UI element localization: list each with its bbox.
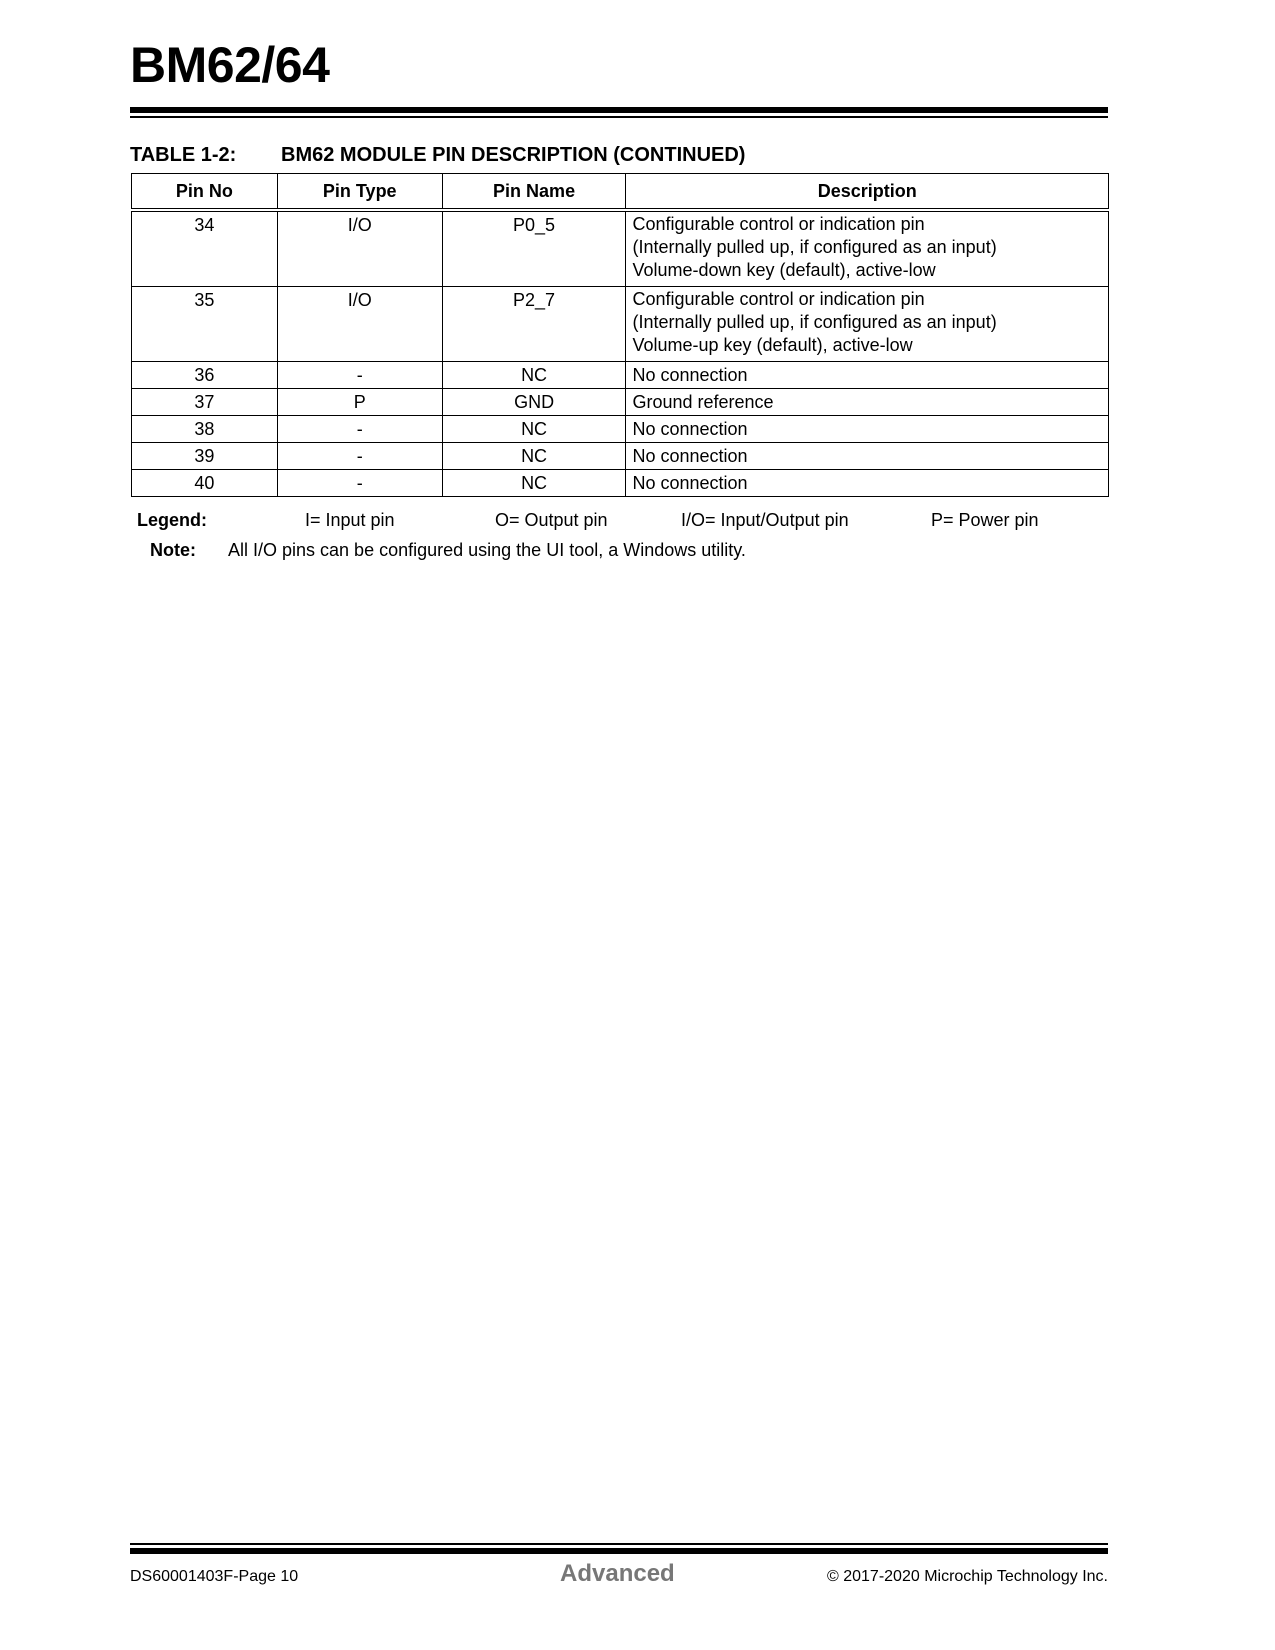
footer-doc-id: DS60001403F-Page 10 [130,1568,299,1585]
pin-name-cell: NC [442,362,626,389]
footer-rule-thin [130,1543,1108,1545]
legend-output: O= Output pin [495,510,608,530]
description-cell [626,210,1109,287]
footer-copyright: © 2017-2020 Microchip Technology Inc. [827,1568,1108,1585]
table-row [132,210,1109,287]
description-line: Configurable control or indication pin [632,214,925,234]
pin-type-cell: I/O [277,210,442,287]
table-row [132,416,1109,443]
description-cell: No connection [626,443,1109,470]
pin-description-table [131,173,1109,497]
pin-name-cell: NC [442,443,626,470]
header-rule-thin [130,116,1108,118]
legend-io: I/O= Input/Output pin [681,510,849,530]
description-line: Volume-up key (default), active-low [632,335,913,355]
pin-no-cell: 40 [132,470,278,497]
pin-no-cell: 36 [132,362,278,389]
table-row [132,443,1109,470]
pin-no-cell: 34 [132,210,278,287]
pin-no-cell: 38 [132,416,278,443]
description-cell: No connection [626,416,1109,443]
legend [137,510,1097,534]
table-row [132,287,1109,362]
table-title: BM62 MODULE PIN DESCRIPTION (CONTINUED) [281,144,746,166]
pin-name-cell: P0_5 [442,210,626,287]
note-label: Note: [150,540,196,560]
table-row [132,470,1109,497]
description-cell [626,287,1109,362]
description-line: Configurable control or indication pin [632,289,925,309]
column-header: Description [626,174,1109,211]
legend-input: I= Input pin [305,510,395,530]
pin-type-cell: - [277,443,442,470]
note-text: All I/O pins can be configured using the UI tool, a Windows utility. [228,540,746,560]
pin-name-cell: NC [442,416,626,443]
pin-name-cell: NC [442,470,626,497]
footer-status: Advanced [560,1560,675,1587]
pin-type-cell: - [277,470,442,497]
pin-no-cell: 35 [132,287,278,362]
description-line: Volume-down key (default), active-low [632,260,936,280]
column-header: Pin Name [442,174,626,211]
pin-type-cell: - [277,416,442,443]
table-row [132,362,1109,389]
column-header: Pin No [132,174,278,211]
pin-name-cell: P2_7 [442,287,626,362]
footer-rule [130,1548,1108,1554]
description-cell: No connection [626,470,1109,497]
pin-type-cell: P [277,389,442,416]
pin-no-cell: 39 [132,443,278,470]
table-header-row [132,174,1109,211]
pin-type-cell: - [277,362,442,389]
column-header: Pin Type [277,174,442,211]
description-line: (Internally pulled up, if configured as an input) [632,312,997,332]
table-number: TABLE 1-2: [130,144,237,166]
description-line: (Internally pulled up, if configured as an input) [632,237,997,257]
legend-label: Legend: [137,510,207,530]
description-cell: Ground reference [626,389,1109,416]
table-row [132,389,1109,416]
pin-no-cell: 37 [132,389,278,416]
note [150,540,746,561]
pin-name-cell: GND [442,389,626,416]
table-caption [130,144,745,167]
pin-type-cell: I/O [277,287,442,362]
description-cell: No connection [626,362,1109,389]
page-title: BM62/64 [130,37,330,93]
legend-power: P= Power pin [931,510,1039,530]
header-rule [130,107,1108,113]
